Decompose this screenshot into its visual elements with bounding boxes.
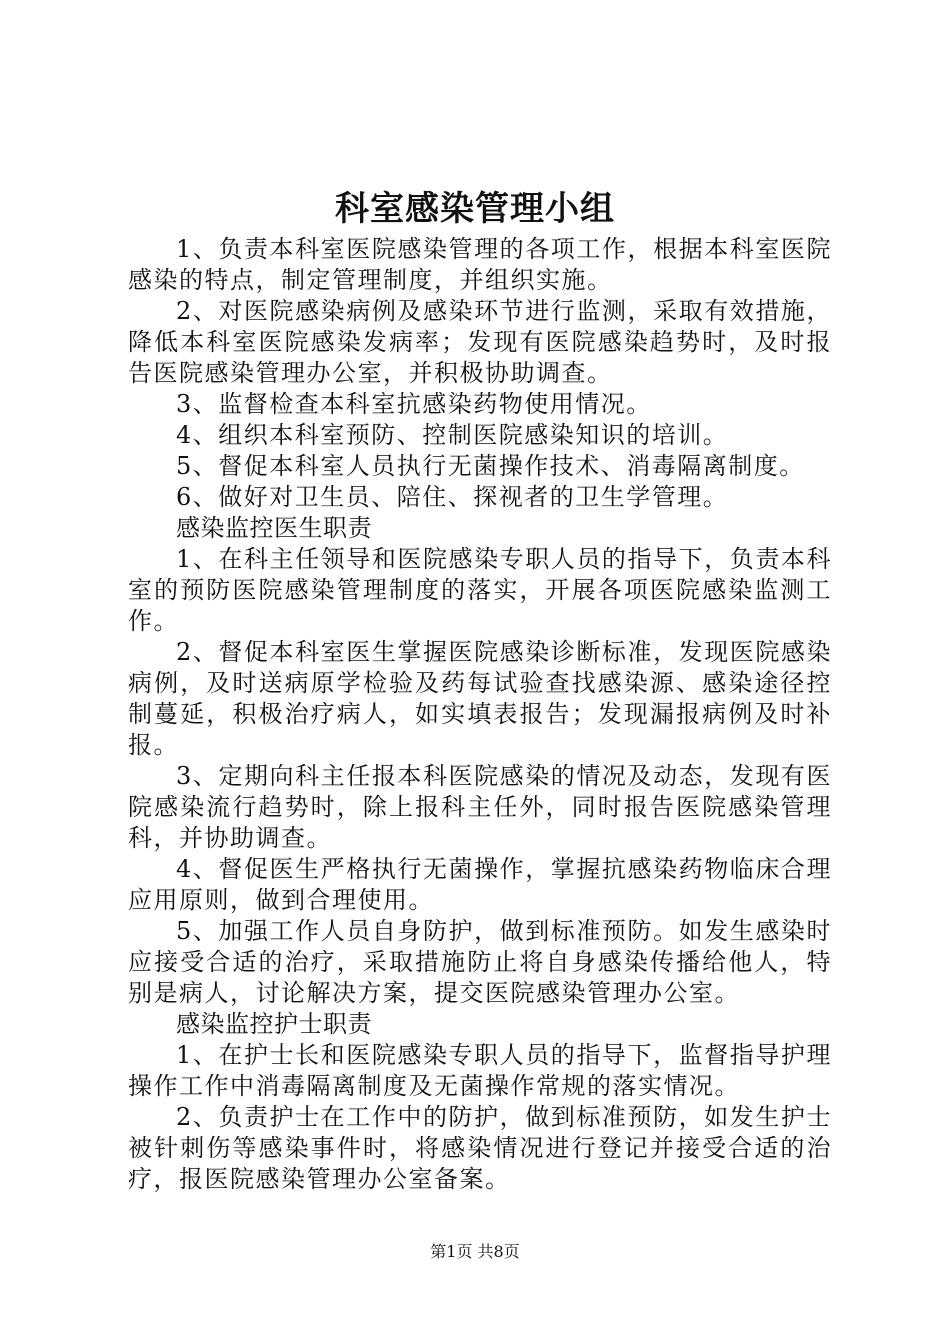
section-heading-doctor: 感染监控医生职责	[176, 514, 372, 542]
paragraph: 2、督促本科室医生掌握医院感染诊断标准，发现医院感染病例，及时送病原学检验及药每试验查找感染源、感染途径控制蔓延，积极治疗病人，如实填表报告；发现漏报病例及时补报。	[128, 638, 832, 759]
paragraph: 3、监督检查本科室抗感染药物使用情况。	[176, 390, 652, 418]
paragraph: 1、在护士长和医院感染专职人员的指导下，监督指导护理操作工作中消毒隔离制度及无菌操作常规的落实情况。	[128, 1041, 832, 1100]
section-heading-nurse: 感染监控护士职责	[176, 1010, 372, 1038]
paragraph: 4、督促医生严格执行无菌操作，掌握抗感染药物临床合理应用原则，做到合理使用。	[128, 855, 832, 914]
page-footer: 第1页 共8页	[430, 1242, 520, 1261]
paragraph: 3、定期向科主任报本科医院感染的情况及动态，发现有医院感染流行趋势时，除上报科主任外，同时报告医院感染管理科，并协助调查。	[128, 762, 832, 852]
document-title: 科室感染管理小组	[335, 189, 615, 229]
paragraph: 1、负责本科室医院感染管理的各项工作，根据本科室医院感染的特点，制定管理制度，并组织实施。	[128, 235, 832, 294]
paragraph: 2、负责护士在工作中的防护，做到标准预防，如发生护士被针刺伤等感染事件时，将感染情况进行登记并接受合适的治疗，报医院感染管理办公室备案。	[128, 1103, 832, 1193]
paragraph: 5、督促本科室人员执行无菌操作技术、消毒隔离制度。	[176, 452, 805, 480]
paragraph: 5、加强工作人员自身防护，做到标准预防。如发生感染时应接受合适的治疗，采取措施防止将自身感染传播给他人，特别是病人，讨论解决方案，提交医院感染管理办公室。	[128, 917, 832, 1007]
paragraph: 2、对医院感染病例及感染环节进行监测，采取有效措施，降低本科室医院感染发病率；发现有医院感染趋势时，及时报告医院感染管理办公室，并积极协助调查。	[128, 297, 832, 387]
document-body	[128, 234, 832, 1195]
paragraph: 6、做好对卫生员、陪住、探视者的卫生学管理。	[176, 483, 729, 511]
paragraph: 1、在科主任领导和医院感染专职人员的指导下，负责本科室的预防医院感染管理制度的落实，开展各项医院感染监测工作。	[128, 545, 832, 635]
paragraph: 4、组织本科室预防、控制医院感染知识的培训。	[176, 421, 729, 449]
